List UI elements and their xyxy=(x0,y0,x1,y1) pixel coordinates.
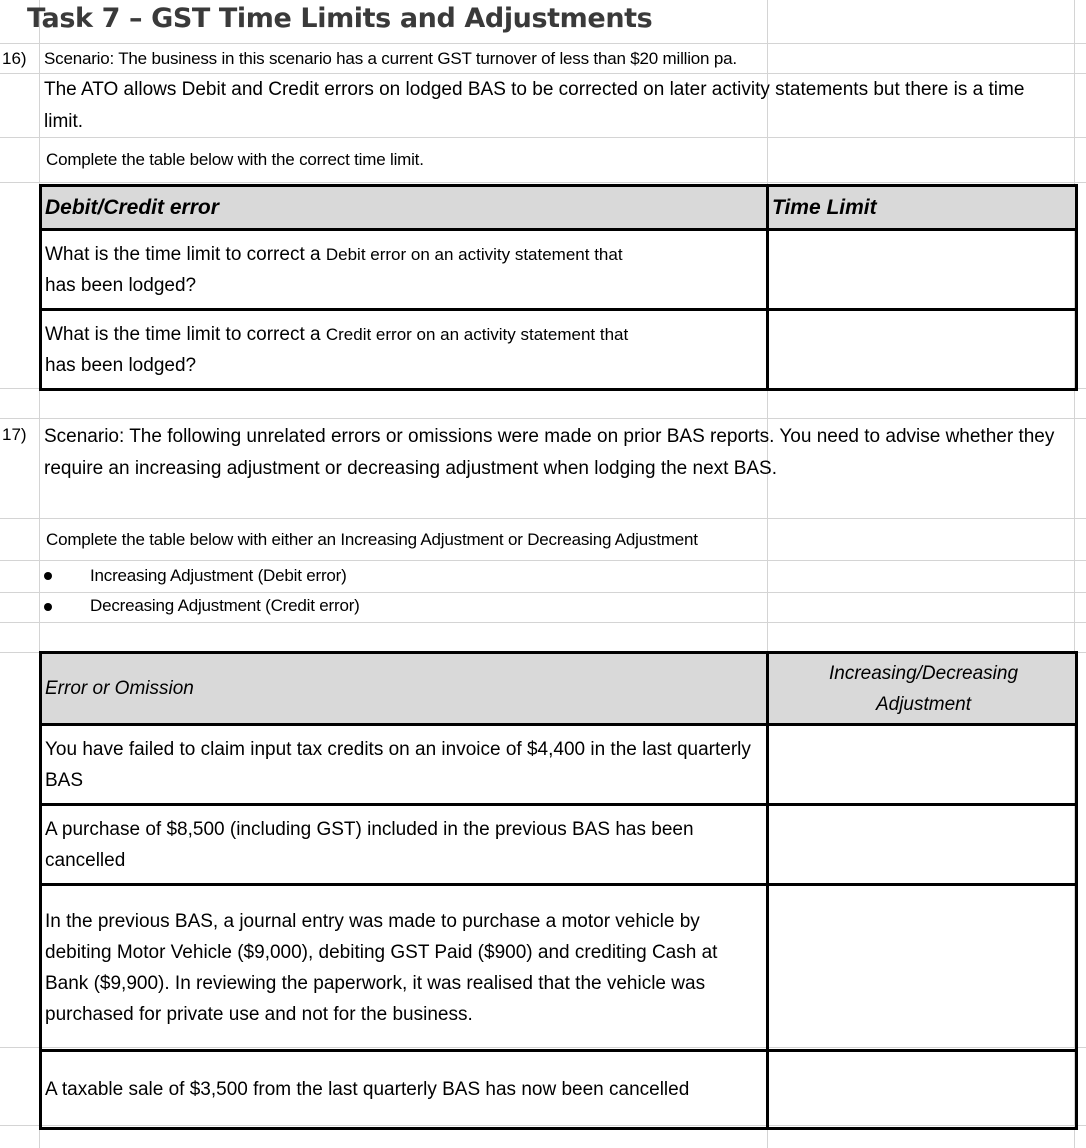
bullet-decreasing-adjustment: Decreasing Adjustment (Credit error) xyxy=(90,596,360,615)
bullet-increasing-adjustment: Increasing Adjustment (Debit error) xyxy=(90,566,347,585)
question-16-number: 16) xyxy=(2,49,27,68)
adjustment-answer-cell[interactable] xyxy=(768,885,1077,1051)
page-title: Task 7 – GST Time Limits and Adjustments xyxy=(27,3,653,34)
table-row xyxy=(41,805,1077,885)
bullet-icon xyxy=(44,603,52,611)
table-row xyxy=(41,230,1077,310)
question-17-scenario: Scenario: The following unrelated errors or omissions were made on prior BAS reports. You need to advise whether they require an increasing adjustment or decreasing adjustment when lodging the next BAS. xyxy=(44,426,1055,479)
bullet-icon xyxy=(44,572,52,580)
debit-error-question: What is the time limit to correct a Debit error on an activity statement that has been lodged? xyxy=(41,230,768,310)
error-description: A purchase of $8,500 (including GST) included in the previous BAS has been cancelled xyxy=(41,805,768,885)
credit-error-time-limit-cell[interactable] xyxy=(768,310,1077,390)
adjustment-answer-cell[interactable] xyxy=(768,725,1077,805)
time-limit-table xyxy=(39,184,1078,391)
table-row xyxy=(41,310,1077,390)
debit-error-time-limit-cell[interactable] xyxy=(768,230,1077,310)
question-17-number: 17) xyxy=(2,425,27,444)
adjustment-answer-cell[interactable] xyxy=(768,1051,1077,1129)
error-omission-header: Error or Omission xyxy=(41,653,768,725)
credit-error-question: What is the time limit to correct a Credit error on an activity statement that has been lodged? xyxy=(41,310,768,390)
adjustment-answer-cell[interactable] xyxy=(768,805,1077,885)
table-row xyxy=(41,1051,1077,1129)
adjustment-table xyxy=(39,651,1078,1130)
adjustment-header: Increasing/Decreasing Adjustment xyxy=(768,653,1077,725)
question-16-scenario: Scenario: The business in this scenario has a current GST turnover of less than $20 million pa. xyxy=(44,49,737,68)
debit-credit-error-header: Debit/Credit error xyxy=(41,186,768,230)
question-16-instruction: Complete the table below with the correct time limit. xyxy=(46,150,424,169)
table-row xyxy=(41,885,1077,1051)
question-16-intro: The ATO allows Debit and Credit errors on lodged BAS to be corrected on later activity statements but there is a time limit. xyxy=(44,79,1025,132)
error-description: You have failed to claim input tax credits on an invoice of $4,400 in the last quarterly BAS xyxy=(41,725,768,805)
table-row xyxy=(41,725,1077,805)
error-description: In the previous BAS, a journal entry was made to purchase a motor vehicle by debiting Motor Vehicle ($9,000), debiting GST Paid ($900) and crediting Cash at Bank ($9,900). In reviewing the paperwork, it was realised that the vehicle was purchased for private use and not for the business. xyxy=(41,885,768,1051)
time-limit-header: Time Limit xyxy=(768,186,1077,230)
question-17-instruction: Complete the table below with either an Increasing Adjustment or Decreasing Adjustment xyxy=(46,530,698,549)
error-description: A taxable sale of $3,500 from the last quarterly BAS has now been cancelled xyxy=(41,1051,768,1129)
